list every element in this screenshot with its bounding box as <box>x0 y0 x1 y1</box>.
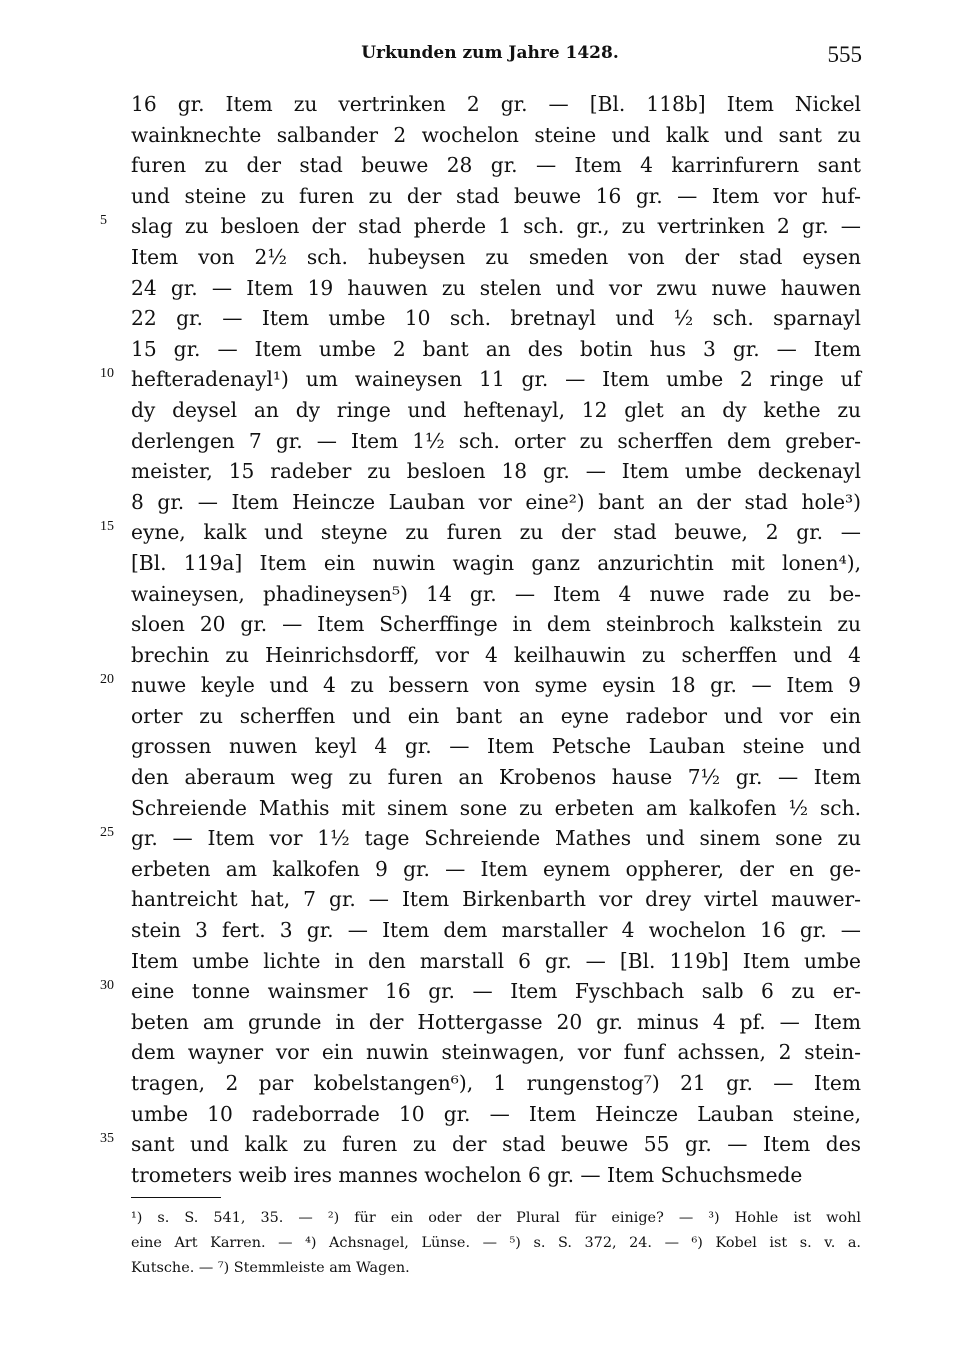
text-line: umbe 10 radeborrade 10 gr. — Item Heincze Lauban steine, <box>131 1101 861 1126</box>
text-line: beten am grunde in der Hottergasse 20 gr. minus 4 pf. — Item <box>131 1009 861 1034</box>
text-line: tragen, 2 par kobelstangen⁶), 1 rungenstog⁷) 21 gr. — Item <box>131 1071 861 1095</box>
text-line: 22 gr. — Item umbe 10 sch. bretnayl und ½ sch. sparnayl <box>131 306 861 331</box>
text-line: brechin zu Heinrichsdorff, vor 4 keilhauwin zu scherffen und 4 <box>131 642 861 667</box>
line-number: 10 <box>100 366 114 381</box>
text-line: Schreiende Mathis mit sinem sone zu erbeten am kalkofen ½ sch. <box>131 795 861 820</box>
line-number: 5 <box>100 213 107 228</box>
text-line: hefteradenayl¹) um waineysen 11 gr. — Item umbe 2 ringe uf <box>131 367 861 392</box>
footnote-line: Kutsche. — ⁷) Stemmleiste am Wagen. <box>131 1260 410 1276</box>
text-line: wainknechte salbander 2 wochelon steine und kalk und sant zu <box>131 122 861 147</box>
text-line: gr. — Item vor 1½ tage Schreiende Mathes und sinem sone zu <box>131 826 861 851</box>
footnote-line: ¹) s. S. 541, 35. — ²) für ein oder der Plural für einige? — ³) Hohle ist wohl <box>131 1210 861 1226</box>
line-number: 15 <box>100 519 114 534</box>
line-number: 25 <box>100 825 114 840</box>
line-number: 20 <box>100 672 114 687</box>
text-line: dem wayner vor ein nuwin steinwagen, vor funf achssen, 2 stein- <box>131 1040 861 1065</box>
text-line: dy deysel an dy ringe und heftenayl, 12 glet an dy kethe zu <box>131 397 861 422</box>
text-line: 24 gr. — Item 19 hauwen zu stelen und vor zwu nuwe hauwen <box>131 275 861 300</box>
text-line: orter zu scherffen und ein bant an eyne radebor und vor ein <box>131 703 861 728</box>
text-line: grossen nuwen keyl 4 gr. — Item Petsche Lauban steine und <box>131 734 861 759</box>
text-line: eyne, kalk und steyne zu furen zu der stad beuwe, 2 gr. — <box>131 520 861 545</box>
page-number: 555 <box>827 42 862 67</box>
text-line: den aberaum weg zu furen an Krobenos hause 7½ gr. — Item <box>131 765 861 790</box>
text-line: erbeten am kalkofen 9 gr. — Item eynem oppherer, der en ge- <box>131 856 861 881</box>
text-line: [Bl. 119a] Item ein nuwin wagin ganz anzurichtin mit lonen⁴), <box>131 550 861 575</box>
text-line: slag zu besloen der stad pherde 1 sch. gr., zu vertrinken 2 gr. — <box>131 214 861 239</box>
text-line: 15 gr. — Item umbe 2 bant an des botin hus 3 gr. — Item <box>131 336 861 361</box>
text-line: sloen 20 gr. — Item Scherffinge in dem steinbroch kalkstein zu <box>131 612 861 637</box>
text-line: sant und kalk zu furen zu der stad beuwe 55 gr. — Item des <box>131 1132 861 1157</box>
text-line: derlengen 7 gr. — Item 1½ sch. orter zu scherffen dem greber- <box>131 428 861 453</box>
text-line: Item von 2½ sch. hubeysen zu smeden von der stad eysen <box>131 244 861 269</box>
text-line: waineysen, phadineysen⁵) 14 gr. — Item 4 nuwe rade zu be- <box>131 581 861 606</box>
text-line: furen zu der stad beuwe 28 gr. — Item 4 karrinfurern sant <box>131 153 861 178</box>
text-line: eine tonne wainsmer 16 gr. — Item Fyschbach salb 6 zu er- <box>131 979 861 1004</box>
line-number: 30 <box>100 978 114 993</box>
text-line: stein 3 fert. 3 gr. — Item dem marstaller 4 wochelon 16 gr. — <box>131 918 861 943</box>
line-number: 35 <box>100 1131 114 1146</box>
text-line: und steine zu furen zu der stad beuwe 16 gr. — Item vor huf- <box>131 183 861 208</box>
footnote-divider <box>131 1197 221 1198</box>
main-text <box>131 89 861 1190</box>
footnote-line: eine Art Karren. — ⁴) Achsnagel, Lünse. — ⁵) s. S. 372, 24. — ⁶) Kobel ist s. v. a. <box>131 1235 861 1251</box>
text-line: hantreicht hat, 7 gr. — Item Birkenbarth vor drey virtel mauwer- <box>131 887 861 912</box>
text-line: nuwe keyle und 4 zu bessern von syme eysin 18 gr. — Item 9 <box>131 673 861 698</box>
text-line: trometers weib ires mannes wochelon 6 gr. — Item Schuchsmede <box>131 1162 803 1187</box>
text-line: 16 gr. Item zu vertrinken 2 gr. — [Bl. 118b] Item Nickel <box>131 92 861 116</box>
running-title: Urkunden zum Jahre 1428. <box>361 43 619 63</box>
footnotes <box>131 1206 861 1281</box>
text-line: 8 gr. — Item Heincze Lauban vor eine²) bant an der stad hole³) <box>131 489 861 514</box>
text-line: Item umbe lichte in den marstall 6 gr. — [Bl. 119b] Item umbe <box>131 948 861 973</box>
text-line: meister, 15 radeber zu besloen 18 gr. — Item umbe deckenayl <box>131 459 861 484</box>
